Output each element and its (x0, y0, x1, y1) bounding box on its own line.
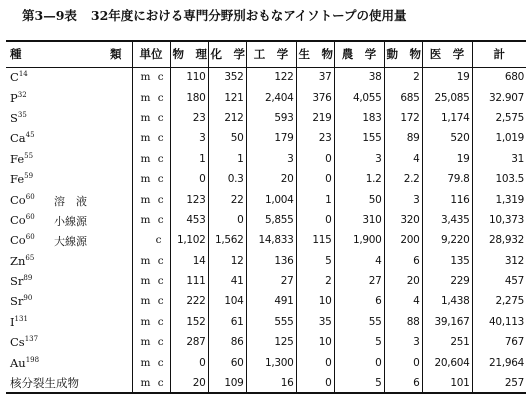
table-row (6, 373, 526, 393)
table-row (6, 189, 526, 209)
agriculture-cell: 155 (334, 128, 384, 148)
chemistry-cell: 50 (208, 128, 246, 148)
medicine-cell: 79.8 (422, 169, 472, 189)
isotope-mass-number: 59 (24, 172, 34, 181)
agriculture-cell: 38 (334, 67, 384, 87)
medicine-cell: 19 (422, 67, 472, 87)
biology-cell: 10 (296, 291, 334, 311)
chemistry-cell: 1 (208, 149, 246, 169)
isotope-cell (6, 189, 132, 209)
total-cell: 10,373 (489, 213, 524, 226)
chemistry-cell: 109 (208, 373, 246, 393)
isotope-cell (6, 108, 132, 128)
total-cell: 32.907 (489, 91, 524, 104)
medicine-cell: 116 (422, 189, 472, 209)
isotope-element: P (10, 90, 18, 105)
table-row (6, 128, 526, 148)
table-body (6, 67, 526, 393)
table-header-row (6, 41, 526, 67)
isotope-element: C (10, 70, 19, 85)
table-row (6, 87, 526, 107)
table-row (6, 271, 526, 291)
chemistry-cell: 121 (208, 87, 246, 107)
chemistry-cell: 22 (208, 189, 246, 209)
isotope-mass-number: 198 (25, 355, 40, 364)
veterinary-cell: 685 (384, 87, 422, 107)
header-veterinary: 動 物 (384, 41, 422, 67)
agriculture-cell: 5 (334, 373, 384, 393)
physics-cell: 110 (170, 67, 208, 87)
header-engineering: 工 学 (246, 41, 296, 67)
medicine-cell: 25,085 (422, 87, 472, 107)
table-row (6, 352, 526, 372)
engineering-cell: 593 (246, 108, 296, 128)
agriculture-cell: 1.2 (334, 169, 384, 189)
agriculture-cell: 1,900 (334, 230, 384, 250)
medicine-cell: 19 (422, 149, 472, 169)
total-cell: 103.5 (495, 173, 524, 186)
table-title: 32年度における専門分野別おもなアイソトープの使用量 (90, 8, 407, 23)
medicine-cell: 9,220 (422, 230, 472, 250)
table-row (6, 67, 526, 87)
total-cell: 457 (504, 275, 524, 288)
veterinary-cell: 2 (384, 67, 422, 87)
agriculture-cell: 3 (334, 149, 384, 169)
unit-cell: m c (132, 271, 170, 291)
isotope-cell (6, 352, 132, 372)
isotope-element: Fe (10, 151, 25, 166)
isotope-element: Sr (10, 294, 24, 309)
veterinary-cell: 2.2 (384, 169, 422, 189)
physics-cell: 3 (170, 128, 208, 148)
isotope-element: Co (10, 192, 26, 207)
biology-cell: 23 (296, 128, 334, 148)
medicine-cell: 1,174 (422, 108, 472, 128)
isotope-mass-number: 137 (24, 335, 39, 344)
medicine-cell: 251 (422, 332, 472, 352)
unit-cell: m c (132, 210, 170, 230)
medicine-cell: 20,604 (422, 352, 472, 372)
total-cell: 28,932 (489, 234, 524, 247)
veterinary-cell: 3 (384, 332, 422, 352)
physics-cell: 287 (170, 332, 208, 352)
isotope-mass-number: 60 (25, 233, 35, 242)
agriculture-cell: 55 (334, 312, 384, 332)
engineering-cell: 1,300 (246, 352, 296, 372)
engineering-cell: 179 (246, 128, 296, 148)
isotope-mass-number: 45 (25, 131, 35, 140)
isotope-cell (6, 271, 132, 291)
medicine-cell: 135 (422, 251, 472, 271)
isotope-mass-number: 90 (23, 294, 33, 303)
biology-cell: 0 (296, 169, 334, 189)
table-number: 第3—9表 (22, 8, 77, 23)
biology-cell: 2 (296, 271, 334, 291)
isotope-cell (6, 373, 132, 393)
isotope-cell (6, 169, 132, 189)
isotope-cell (6, 128, 132, 148)
biology-cell: 1 (296, 189, 334, 209)
veterinary-cell: 4 (384, 149, 422, 169)
unit-cell: m c (132, 291, 170, 311)
unit-cell: m c (132, 149, 170, 169)
veterinary-cell: 89 (384, 128, 422, 148)
veterinary-cell: 172 (384, 108, 422, 128)
isotope-cell (6, 312, 132, 332)
unit-cell: m c (132, 373, 170, 393)
biology-cell: 35 (296, 312, 334, 332)
physics-cell: 23 (170, 108, 208, 128)
total-cell: 31 (511, 152, 524, 165)
physics-cell: 111 (170, 271, 208, 291)
veterinary-cell: 6 (384, 373, 422, 393)
isotope-mass-number: 131 (14, 314, 28, 323)
header-physics: 物 理 (170, 41, 208, 67)
physics-cell: 1 (170, 149, 208, 169)
physics-cell: 180 (170, 87, 208, 107)
medicine-cell: 101 (422, 373, 472, 393)
engineering-cell: 491 (246, 291, 296, 311)
physics-cell: 20 (170, 373, 208, 393)
header-kind: 種 類 (6, 41, 132, 67)
agriculture-cell: 6 (334, 291, 384, 311)
engineering-cell: 3 (246, 149, 296, 169)
physics-cell: 152 (170, 312, 208, 332)
total-cell: 1,019 (495, 132, 524, 145)
unit-cell: m c (132, 169, 170, 189)
agriculture-cell: 50 (334, 189, 384, 209)
chemistry-cell: 352 (208, 67, 246, 87)
biology-cell: 0 (296, 352, 334, 372)
medicine-cell: 520 (422, 128, 472, 148)
isotope-element: Co (10, 233, 26, 248)
physics-cell: 453 (170, 210, 208, 230)
table-row (6, 230, 526, 250)
isotope-cell (6, 291, 132, 311)
medicine-cell: 39,167 (422, 312, 472, 332)
biology-cell: 0 (296, 373, 334, 393)
isotope-element: S (10, 110, 18, 125)
agriculture-cell: 183 (334, 108, 384, 128)
isotope-element: Co (10, 212, 26, 227)
isotope-mass-number: 32 (17, 90, 27, 99)
isotope-element: I (10, 314, 15, 329)
isotope-element: Fe (10, 172, 25, 187)
isotope-element: Ca (10, 131, 26, 146)
medicine-cell: 3,435 (422, 210, 472, 230)
engineering-cell: 5,855 (246, 210, 296, 230)
agriculture-cell: 5 (334, 332, 384, 352)
unit-cell: c (132, 230, 170, 250)
chemistry-cell: 0 (208, 210, 246, 230)
biology-cell: 0 (296, 210, 334, 230)
total-cell: 21,964 (489, 356, 524, 369)
engineering-cell: 20 (246, 169, 296, 189)
header-total: 計 (472, 41, 526, 67)
isotope-mass-number: 65 (25, 253, 35, 262)
isotope-cell (6, 87, 132, 107)
veterinary-cell: 0 (384, 352, 422, 372)
agriculture-cell: 27 (334, 271, 384, 291)
engineering-cell: 2,404 (246, 87, 296, 107)
chemistry-cell: 1,562 (208, 230, 246, 250)
total-cell: 680 (504, 71, 524, 84)
isotope-mass-number: 55 (24, 151, 34, 160)
header-unit: 単位 (132, 41, 170, 67)
veterinary-cell: 20 (384, 271, 422, 291)
biology-cell: 115 (296, 230, 334, 250)
veterinary-cell: 200 (384, 230, 422, 250)
table-row (6, 169, 526, 189)
physics-cell: 14 (170, 251, 208, 271)
chemistry-cell: 60 (208, 352, 246, 372)
table-row (6, 251, 526, 271)
isotope-cell (6, 210, 132, 230)
header-chemistry: 化 学 (208, 41, 246, 67)
header-agriculture: 農 学 (334, 41, 384, 67)
isotope-mass-number: 35 (17, 110, 27, 119)
unit-cell: m c (132, 352, 170, 372)
chemistry-cell: 61 (208, 312, 246, 332)
unit-cell: m c (132, 251, 170, 271)
table-caption (22, 6, 407, 24)
veterinary-cell: 6 (384, 251, 422, 271)
unit-cell: m c (132, 189, 170, 209)
isotope-cell (6, 230, 132, 250)
isotope-element: Au (10, 355, 26, 370)
agriculture-cell: 4 (334, 251, 384, 271)
isotope-cell (6, 251, 132, 271)
isotope-element: 核分裂生成物 (10, 375, 79, 390)
engineering-cell: 27 (246, 271, 296, 291)
biology-cell: 376 (296, 87, 334, 107)
isotope-usage-table (6, 40, 526, 394)
unit-cell: m c (132, 87, 170, 107)
unit-cell: m c (132, 312, 170, 332)
table-row (6, 108, 526, 128)
agriculture-cell: 0 (334, 352, 384, 372)
engineering-cell: 555 (246, 312, 296, 332)
unit-cell: m c (132, 332, 170, 352)
chemistry-cell: 212 (208, 108, 246, 128)
isotope-element: Zn (10, 253, 26, 268)
engineering-cell: 136 (246, 251, 296, 271)
physics-cell: 1,102 (170, 230, 208, 250)
isotope-form-note: 溶 液 (54, 194, 87, 208)
veterinary-cell: 3 (384, 189, 422, 209)
biology-cell: 10 (296, 332, 334, 352)
isotope-cell (6, 67, 132, 87)
medicine-cell: 1,438 (422, 291, 472, 311)
total-cell: 767 (504, 336, 524, 349)
chemistry-cell: 0.3 (208, 169, 246, 189)
header-biology: 生 物 (296, 41, 334, 67)
chemistry-cell: 104 (208, 291, 246, 311)
veterinary-cell: 4 (384, 291, 422, 311)
biology-cell: 37 (296, 67, 334, 87)
table-row (6, 332, 526, 352)
physics-cell: 0 (170, 352, 208, 372)
table-row (6, 291, 526, 311)
biology-cell: 0 (296, 149, 334, 169)
physics-cell: 123 (170, 189, 208, 209)
unit-cell: m c (132, 67, 170, 87)
isotope-mass-number: 89 (23, 274, 33, 283)
engineering-cell: 1,004 (246, 189, 296, 209)
agriculture-cell: 310 (334, 210, 384, 230)
unit-cell: m c (132, 108, 170, 128)
chemistry-cell: 86 (208, 332, 246, 352)
table-row (6, 210, 526, 230)
physics-cell: 0 (170, 169, 208, 189)
total-cell: 1,319 (495, 193, 524, 206)
agriculture-cell: 4,055 (334, 87, 384, 107)
isotope-form-note: 小線源 (54, 214, 87, 228)
medicine-cell: 229 (422, 271, 472, 291)
total-cell: 312 (504, 254, 524, 267)
isotope-cell (6, 332, 132, 352)
engineering-cell: 125 (246, 332, 296, 352)
engineering-cell: 122 (246, 67, 296, 87)
total-cell: 2,575 (495, 111, 524, 124)
header-medicine: 医 学 (422, 41, 472, 67)
chemistry-cell: 12 (208, 251, 246, 271)
isotope-element: Cs (10, 335, 25, 350)
unit-cell: m c (132, 128, 170, 148)
table-row (6, 149, 526, 169)
veterinary-cell: 320 (384, 210, 422, 230)
isotope-form-note: 大線源 (54, 235, 87, 249)
total-cell: 257 (472, 373, 526, 393)
engineering-cell: 14,833 (246, 230, 296, 250)
isotope-cell (6, 149, 132, 169)
total-cell: 40,113 (489, 315, 524, 328)
chemistry-cell: 41 (208, 271, 246, 291)
engineering-cell: 16 (246, 373, 296, 393)
biology-cell: 5 (296, 251, 334, 271)
veterinary-cell: 88 (384, 312, 422, 332)
physics-cell: 222 (170, 291, 208, 311)
isotope-mass-number: 14 (18, 70, 28, 79)
total-cell: 2,275 (495, 295, 524, 308)
table-row (6, 312, 526, 332)
isotope-mass-number: 60 (25, 212, 35, 221)
isotope-mass-number: 60 (25, 192, 35, 201)
biology-cell: 219 (296, 108, 334, 128)
isotope-element: Sr (10, 274, 24, 289)
